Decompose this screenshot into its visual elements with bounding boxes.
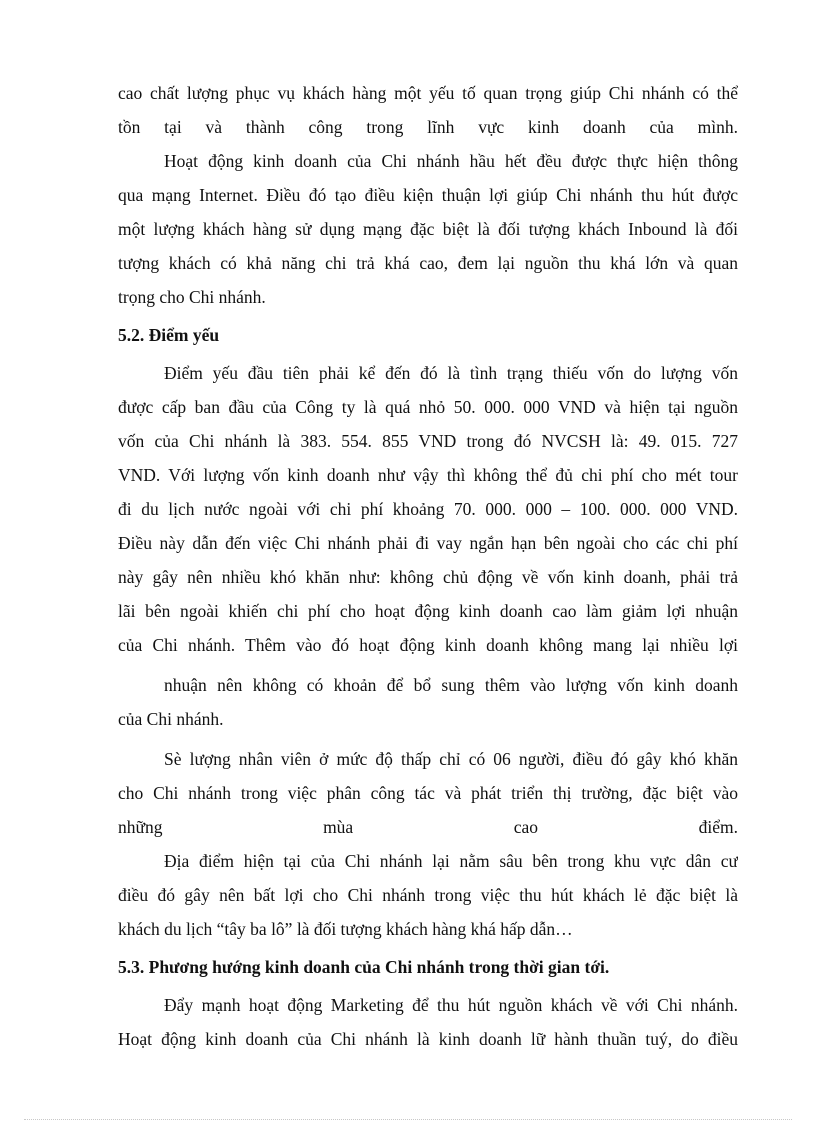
- document-body: [118, 76, 738, 1056]
- text-line: VND. Với lượng vốn kinh doanh như vậy thì không thể đủ chi phí cho mét tour: [118, 465, 738, 485]
- text-line: Sè lượng nhân viên ở mức độ thấp chỉ có 06 người, điều đó gây khó khăn: [164, 749, 738, 769]
- text-line: Địa điểm hiện tại của Chi nhánh lại nằm sâu bên trong khu vực dân cư: [164, 851, 738, 871]
- text-line: tồn tại và thành công trong lĩnh vực kinh doanh của mình.: [118, 117, 738, 137]
- text-line: qua mạng Internet. Điều đó tạo điều kiện thuận lợi giúp Chi nhánh thu hút được: [118, 185, 738, 205]
- text-line: lãi bên ngoài khiến chi phí cho hoạt động kinh doanh cao làm giảm lợi nhuận: [118, 601, 738, 621]
- text-line: Đẩy mạnh hoạt động Marketing để thu hút nguồn khách về với Chi nhánh.: [164, 995, 738, 1015]
- paragraph-capital: [118, 356, 738, 662]
- text-line: cao chất lượng phục vụ khách hàng một yếu tố quan trọng giúp Chi nhánh có thể: [118, 83, 738, 103]
- text-line: Hoạt động kinh doanh của Chi nhánh là kinh doanh lữ hành thuần tuý, do điều: [118, 1029, 738, 1049]
- text-line: điều đó gây nên bất lợi cho Chi nhánh trong việc thu hút khách lẻ đặc biệt là: [118, 885, 738, 905]
- text-line: Điểm yếu đầu tiên phải kể đến đó là tình trạng thiếu vốn do lượng vốn: [164, 363, 738, 383]
- paragraph-marketing: [118, 988, 738, 1056]
- text-line: tượng khách có khả năng chi trả khá cao, đem lại nguồn thu khá lớn và quan: [118, 253, 738, 273]
- text-line: khách du lịch “tây ba lô” là đối tượng khách hàng khá hấp dẫn…: [118, 919, 573, 939]
- text-line: đi du lịch nước ngoài với chi phí khoảng 70. 000. 000 – 100. 000. 000 VND.: [118, 499, 738, 519]
- paragraph-capital-continued: [118, 668, 738, 736]
- page-bottom-divider: [24, 1119, 792, 1120]
- paragraph-location: [118, 844, 738, 946]
- text-line: cho Chi nhánh trong việc phân công tác và phát triển thị trường, đặc biệt vào: [118, 783, 738, 803]
- text-line: những mùa cao điểm.: [118, 817, 738, 837]
- text-line: của Chi nhánh. Thêm vào đó hoạt động kinh doanh không mang lại nhiều lợi: [118, 635, 738, 655]
- text-line: Hoạt động kinh doanh của Chi nhánh hầu hết đều được thực hiện thông: [164, 151, 738, 171]
- text-line: Điều này dẫn đến việc Chi nhánh phải đi vay ngắn hạn bên ngoài cho các chi phí: [118, 533, 738, 553]
- paragraph-strengths-end: [118, 76, 738, 144]
- paragraph-staff: [118, 742, 738, 844]
- text-line: vốn của Chi nhánh là 383. 554. 855 VND trong đó NVCSH là: 49. 015. 727: [118, 431, 738, 451]
- section-heading-direction: 5.3. Phương hướng kinh doanh của Chi nhánh trong thời gian tới.: [118, 957, 610, 977]
- text-line: của Chi nhánh.: [118, 709, 224, 729]
- paragraph-internet: [118, 144, 738, 314]
- text-line: nhuận nên không có khoản để bổ sung thêm vào lượng vốn kinh doanh: [164, 675, 738, 695]
- text-line: một lượng khách hàng sử dụng mạng đặc biệt là đối tượng khách Inbound là đối: [118, 219, 738, 239]
- text-line: này gây nên nhiều khó khăn như: không chủ động về vốn kinh doanh, phải trả: [118, 567, 738, 587]
- text-line: trọng cho Chi nhánh.: [118, 287, 266, 307]
- section-heading-weaknesses: 5.2. Điểm yếu: [118, 325, 220, 345]
- text-line: được cấp ban đầu của Công ty là quá nhỏ 50. 000. 000 VND và hiện tại nguồn: [118, 397, 738, 417]
